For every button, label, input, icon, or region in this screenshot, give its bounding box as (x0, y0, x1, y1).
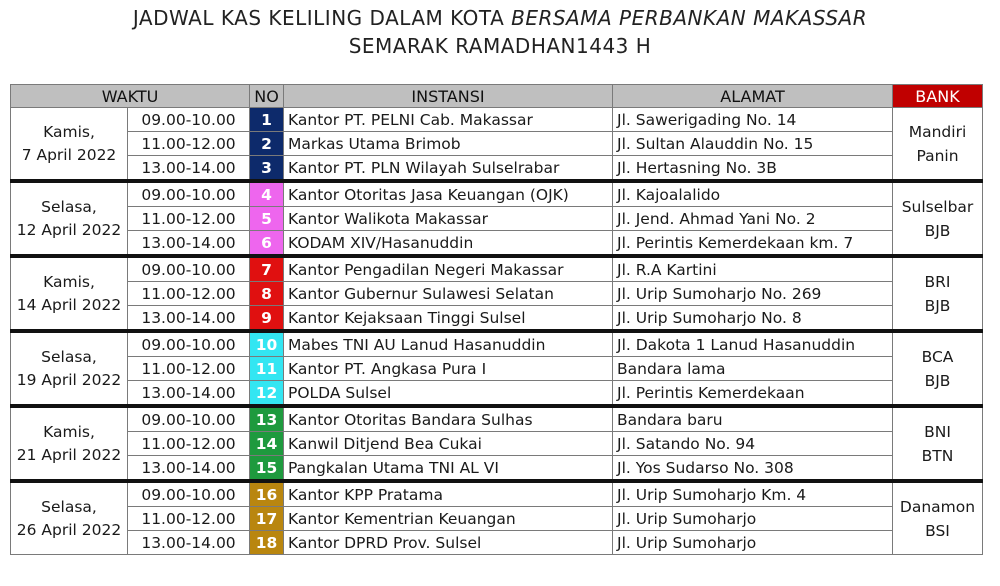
day-date: 19 April 2022 (16, 370, 122, 389)
document-subtitle: SEMARAK RAMADHAN1443 H (348, 34, 652, 58)
instansi-cell: Kantor Walikota Makassar (284, 207, 613, 231)
number-cell: 10 (250, 331, 284, 357)
number-cell: 6 (250, 231, 284, 257)
bank-cell (893, 181, 983, 256)
day-cell (11, 406, 128, 481)
number-cell: 16 (250, 481, 284, 507)
title-italic: BERSAMA PERBANKAN MAKASSAR (511, 6, 868, 30)
number-cell: 7 (250, 256, 284, 282)
time-cell: 13.00-14.00 (128, 531, 250, 555)
alamat-cell: Jl. R.A Kartini (613, 256, 893, 282)
bank-primary: Mandiri (908, 122, 967, 141)
instansi-cell: Kantor PT. PELNI Cab. Makassar (284, 108, 613, 132)
table-row (11, 331, 983, 357)
bank-secondary: BSI (925, 521, 950, 540)
header-bank: BANK (893, 85, 983, 108)
alamat-cell: Jl. Satando No. 94 (613, 432, 893, 456)
table-row (11, 156, 983, 182)
table-row (11, 231, 983, 257)
alamat-cell: Jl. Kajoalalido (613, 181, 893, 207)
bank-secondary: BJB (924, 296, 951, 315)
bank-cell (893, 108, 983, 182)
title-plain: JADWAL KAS KELILING DALAM KOTA (132, 6, 512, 30)
day-cell (11, 481, 128, 555)
bank-primary: BNI (924, 422, 951, 441)
instansi-cell: Markas Utama Brimob (284, 132, 613, 156)
bank-secondary: BJB (924, 221, 951, 240)
instansi-cell: Kantor Otoritas Jasa Keuangan (OJK) (284, 181, 613, 207)
day-cell (11, 256, 128, 331)
table-row (11, 507, 983, 531)
schedule-table (10, 84, 983, 555)
time-cell: 09.00-10.00 (128, 406, 250, 432)
alamat-cell: Bandara baru (613, 406, 893, 432)
instansi-cell: Kantor DPRD Prov. Sulsel (284, 531, 613, 555)
bank-secondary: BJB (924, 371, 951, 390)
instansi-cell: Kantor PT. PLN Wilayah Sulselrabar (284, 156, 613, 182)
alamat-cell: Jl. Dakota 1 Lanud Hasanuddin (613, 331, 893, 357)
day-name: Selasa, (41, 347, 97, 366)
time-cell: 13.00-14.00 (128, 456, 250, 482)
instansi-cell: Kantor Pengadilan Negeri Makassar (284, 256, 613, 282)
instansi-cell: Kantor Gubernur Sulawesi Selatan (284, 282, 613, 306)
number-cell: 9 (250, 306, 284, 332)
time-cell: 11.00-12.00 (128, 507, 250, 531)
time-cell: 09.00-10.00 (128, 108, 250, 132)
alamat-cell: Jl. Sawerigading No. 14 (613, 108, 893, 132)
table-row (11, 406, 983, 432)
time-cell: 09.00-10.00 (128, 256, 250, 282)
time-cell: 11.00-12.00 (128, 207, 250, 231)
alamat-cell: Jl. Hertasning No. 3B (613, 156, 893, 182)
table-row (11, 282, 983, 306)
day-name: Kamis, (43, 122, 95, 141)
table-row (11, 481, 983, 507)
time-cell: 13.00-14.00 (128, 156, 250, 182)
table-row (11, 432, 983, 456)
day-cell (11, 331, 128, 406)
alamat-cell: Jl. Jend. Ahmad Yani No. 2 (613, 207, 893, 231)
header-alamat: ALAMAT (613, 85, 893, 108)
number-cell: 14 (250, 432, 284, 456)
day-date: 26 April 2022 (16, 520, 122, 539)
bank-cell (893, 481, 983, 555)
table-row (11, 256, 983, 282)
table-row (11, 357, 983, 381)
day-name: Kamis, (43, 272, 95, 291)
bank-primary: BCA (921, 347, 954, 366)
number-cell: 18 (250, 531, 284, 555)
bank-cell (893, 406, 983, 481)
time-cell: 13.00-14.00 (128, 381, 250, 407)
instansi-cell: Kantor Otoritas Bandara Sulhas (284, 406, 613, 432)
table-row (11, 306, 983, 332)
alamat-cell: Bandara lama (613, 357, 893, 381)
instansi-cell: Kantor PT. Angkasa Pura I (284, 357, 613, 381)
table-row (11, 531, 983, 555)
alamat-cell: Jl. Urip Sumoharjo No. 269 (613, 282, 893, 306)
day-name: Kamis, (43, 422, 95, 441)
bank-primary: Danamon (899, 497, 976, 516)
table-row (11, 456, 983, 482)
bank-cell (893, 331, 983, 406)
table-header-row (11, 85, 983, 108)
alamat-cell: Jl. Sultan Alauddin No. 15 (613, 132, 893, 156)
time-cell: 09.00-10.00 (128, 331, 250, 357)
instansi-cell: Kanwil Ditjend Bea Cukai (284, 432, 613, 456)
alamat-cell: Jl. Urip Sumoharjo (613, 531, 893, 555)
header-waktu: WAKTU (11, 85, 250, 108)
number-cell: 11 (250, 357, 284, 381)
bank-secondary: Panin (916, 146, 959, 165)
alamat-cell: Jl. Urip Sumoharjo Km. 4 (613, 481, 893, 507)
instansi-cell: POLDA Sulsel (284, 381, 613, 407)
bank-primary: BRI (924, 272, 951, 291)
number-cell: 3 (250, 156, 284, 182)
instansi-cell: Kantor Kementrian Keuangan (284, 507, 613, 531)
table-row (11, 181, 983, 207)
document-title (0, 6, 1000, 30)
day-name: Selasa, (41, 497, 97, 516)
number-cell: 13 (250, 406, 284, 432)
time-cell: 09.00-10.00 (128, 481, 250, 507)
day-cell (11, 181, 128, 256)
time-cell: 11.00-12.00 (128, 432, 250, 456)
alamat-cell: Jl. Perintis Kemerdekaan km. 7 (613, 231, 893, 257)
schedule-body (11, 108, 983, 555)
alamat-cell: Jl. Urip Sumoharjo (613, 507, 893, 531)
bank-secondary: BTN (921, 446, 954, 465)
instansi-cell: Mabes TNI AU Lanud Hasanuddin (284, 331, 613, 357)
bank-cell (893, 256, 983, 331)
alamat-cell: Jl. Yos Sudarso No. 308 (613, 456, 893, 482)
alamat-cell: Jl. Urip Sumoharjo No. 8 (613, 306, 893, 332)
number-cell: 2 (250, 132, 284, 156)
day-cell (11, 108, 128, 182)
time-cell: 11.00-12.00 (128, 132, 250, 156)
time-cell: 13.00-14.00 (128, 231, 250, 257)
day-date: 14 April 2022 (16, 295, 122, 314)
number-cell: 8 (250, 282, 284, 306)
instansi-cell: Kantor Kejaksaan Tinggi Sulsel (284, 306, 613, 332)
day-date: 7 April 2022 (21, 145, 117, 164)
number-cell: 4 (250, 181, 284, 207)
number-cell: 1 (250, 108, 284, 132)
number-cell: 5 (250, 207, 284, 231)
number-cell: 12 (250, 381, 284, 407)
number-cell: 15 (250, 456, 284, 482)
instansi-cell: Kantor KPP Pratama (284, 481, 613, 507)
header-no: NO (250, 85, 284, 108)
day-date: 21 April 2022 (16, 445, 122, 464)
bank-primary: Sulselbar (901, 197, 974, 216)
time-cell: 11.00-12.00 (128, 357, 250, 381)
day-name: Selasa, (41, 197, 97, 216)
table-row (11, 381, 983, 407)
alamat-cell: Jl. Perintis Kemerdekaan (613, 381, 893, 407)
table-row (11, 207, 983, 231)
instansi-cell: Pangkalan Utama TNI AL VI (284, 456, 613, 482)
time-cell: 13.00-14.00 (128, 306, 250, 332)
day-date: 12 April 2022 (16, 220, 122, 239)
number-cell: 17 (250, 507, 284, 531)
table-row (11, 132, 983, 156)
time-cell: 11.00-12.00 (128, 282, 250, 306)
instansi-cell: KODAM XIV/Hasanuddin (284, 231, 613, 257)
time-cell: 09.00-10.00 (128, 181, 250, 207)
table-row (11, 108, 983, 132)
header-instansi: INSTANSI (284, 85, 613, 108)
